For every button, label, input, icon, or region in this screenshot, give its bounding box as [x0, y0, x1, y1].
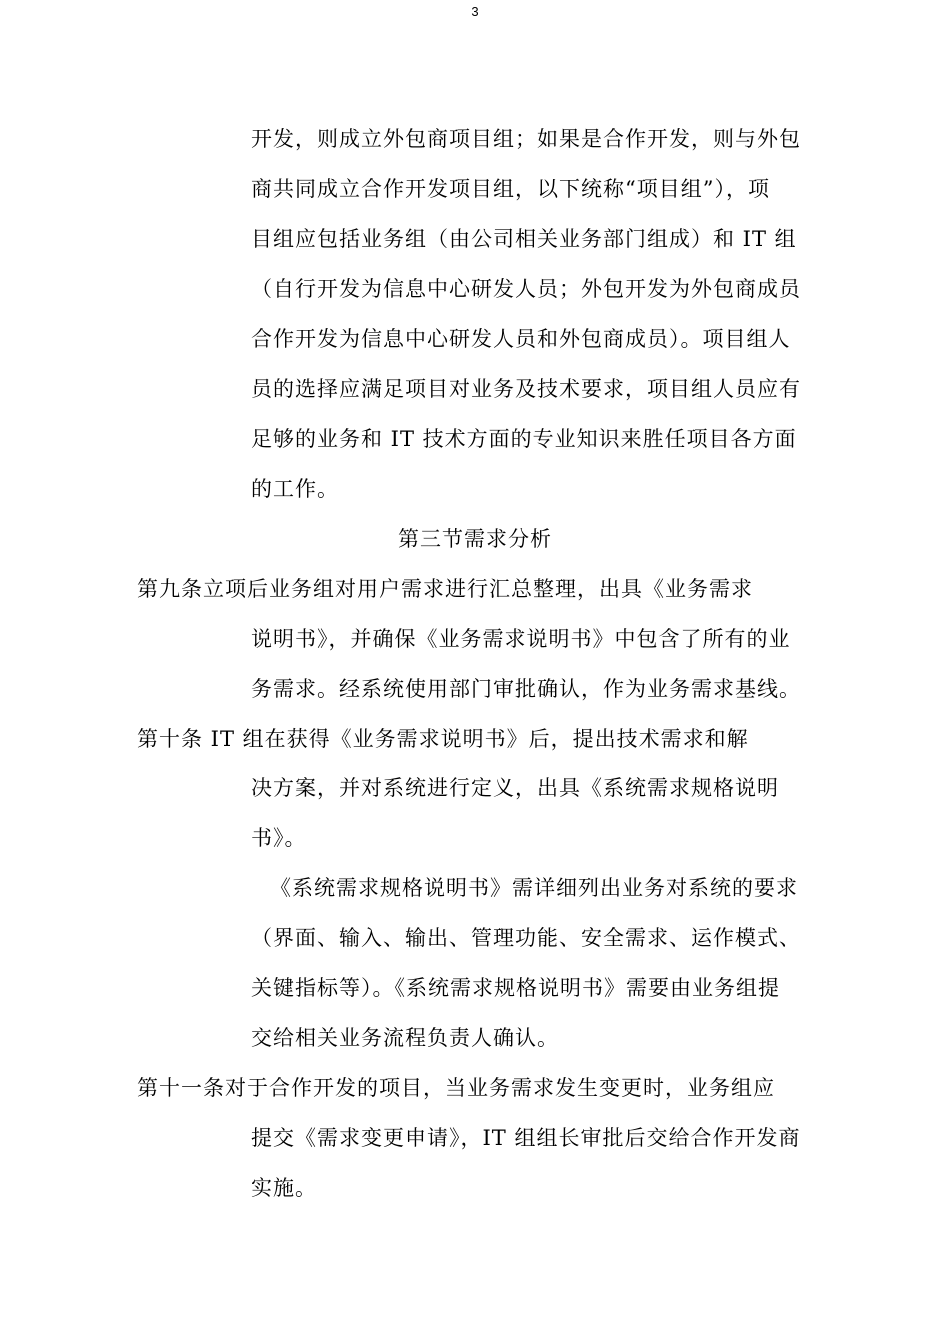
article-11-line: 实施。 — [251, 1176, 317, 1200]
article-9-line: 说明书》，并确保《业务需求说明书》中包含了所有的业 — [251, 627, 791, 651]
paragraph-line: 员的选择应满足项目对业务及技术要求，项目组人员应有 — [251, 377, 801, 401]
paragraph-line: 目组应包括业务组（由公司相关业务部门组成）和 IT 组 — [251, 227, 797, 251]
article-10-note-line: 交给相关业务流程负责人确认。 — [251, 1026, 559, 1050]
article-10-note-line: 关键指标等）。《系统需求规格说明书》需要由业务组提 — [251, 976, 780, 1000]
article-10-line: 书》。 — [251, 826, 307, 850]
article-10-note-line: 《系统需求规格说明书》需详细列出业务对系统的要求 — [270, 876, 798, 900]
article-11-line: 第十一条对于合作开发的项目，当业务需求发生变更时，业务组应 — [137, 1076, 775, 1100]
article-9-line: 务需求。经系统使用部门审批确认，作为业务需求基线。 — [251, 677, 801, 701]
paragraph-line: 商共同成立合作开发项目组，以下统称“项目组”），项 — [251, 177, 770, 201]
article-10-note-line: （界面、输入、输出、管理功能、安全需求、运作模式、 — [251, 926, 801, 950]
article-10-line: 第十条 IT 组在获得《业务需求说明书》后，提出技术需求和解 — [137, 727, 749, 751]
section-heading: 第三节需求分析 — [398, 527, 552, 551]
paragraph-line: 开发，则成立外包商项目组；如果是合作开发，则与外包 — [251, 127, 801, 151]
paragraph-line: 合作开发为信息中心研发人员和外包商成员）。项目组人 — [251, 327, 791, 351]
article-9-line: 第九条立项后业务组对用户需求进行汇总整理，出具《业务需求 — [137, 577, 753, 601]
paragraph-line: 的工作。 — [251, 477, 339, 501]
paragraph-line: 足够的业务和 IT 技术方面的专业知识来胜任项目各方面 — [251, 427, 797, 451]
page-number: 3 — [471, 4, 479, 19]
paragraph-line: （自行开发为信息中心研发人员；外包开发为外包商成员 — [251, 277, 801, 301]
article-11-line: 提交《需求变更申请》，IT 组组长审批后交给合作开发商 — [251, 1126, 801, 1150]
article-10-line: 决方案，并对系统进行定义，出具《系统需求规格说明 — [251, 776, 779, 800]
